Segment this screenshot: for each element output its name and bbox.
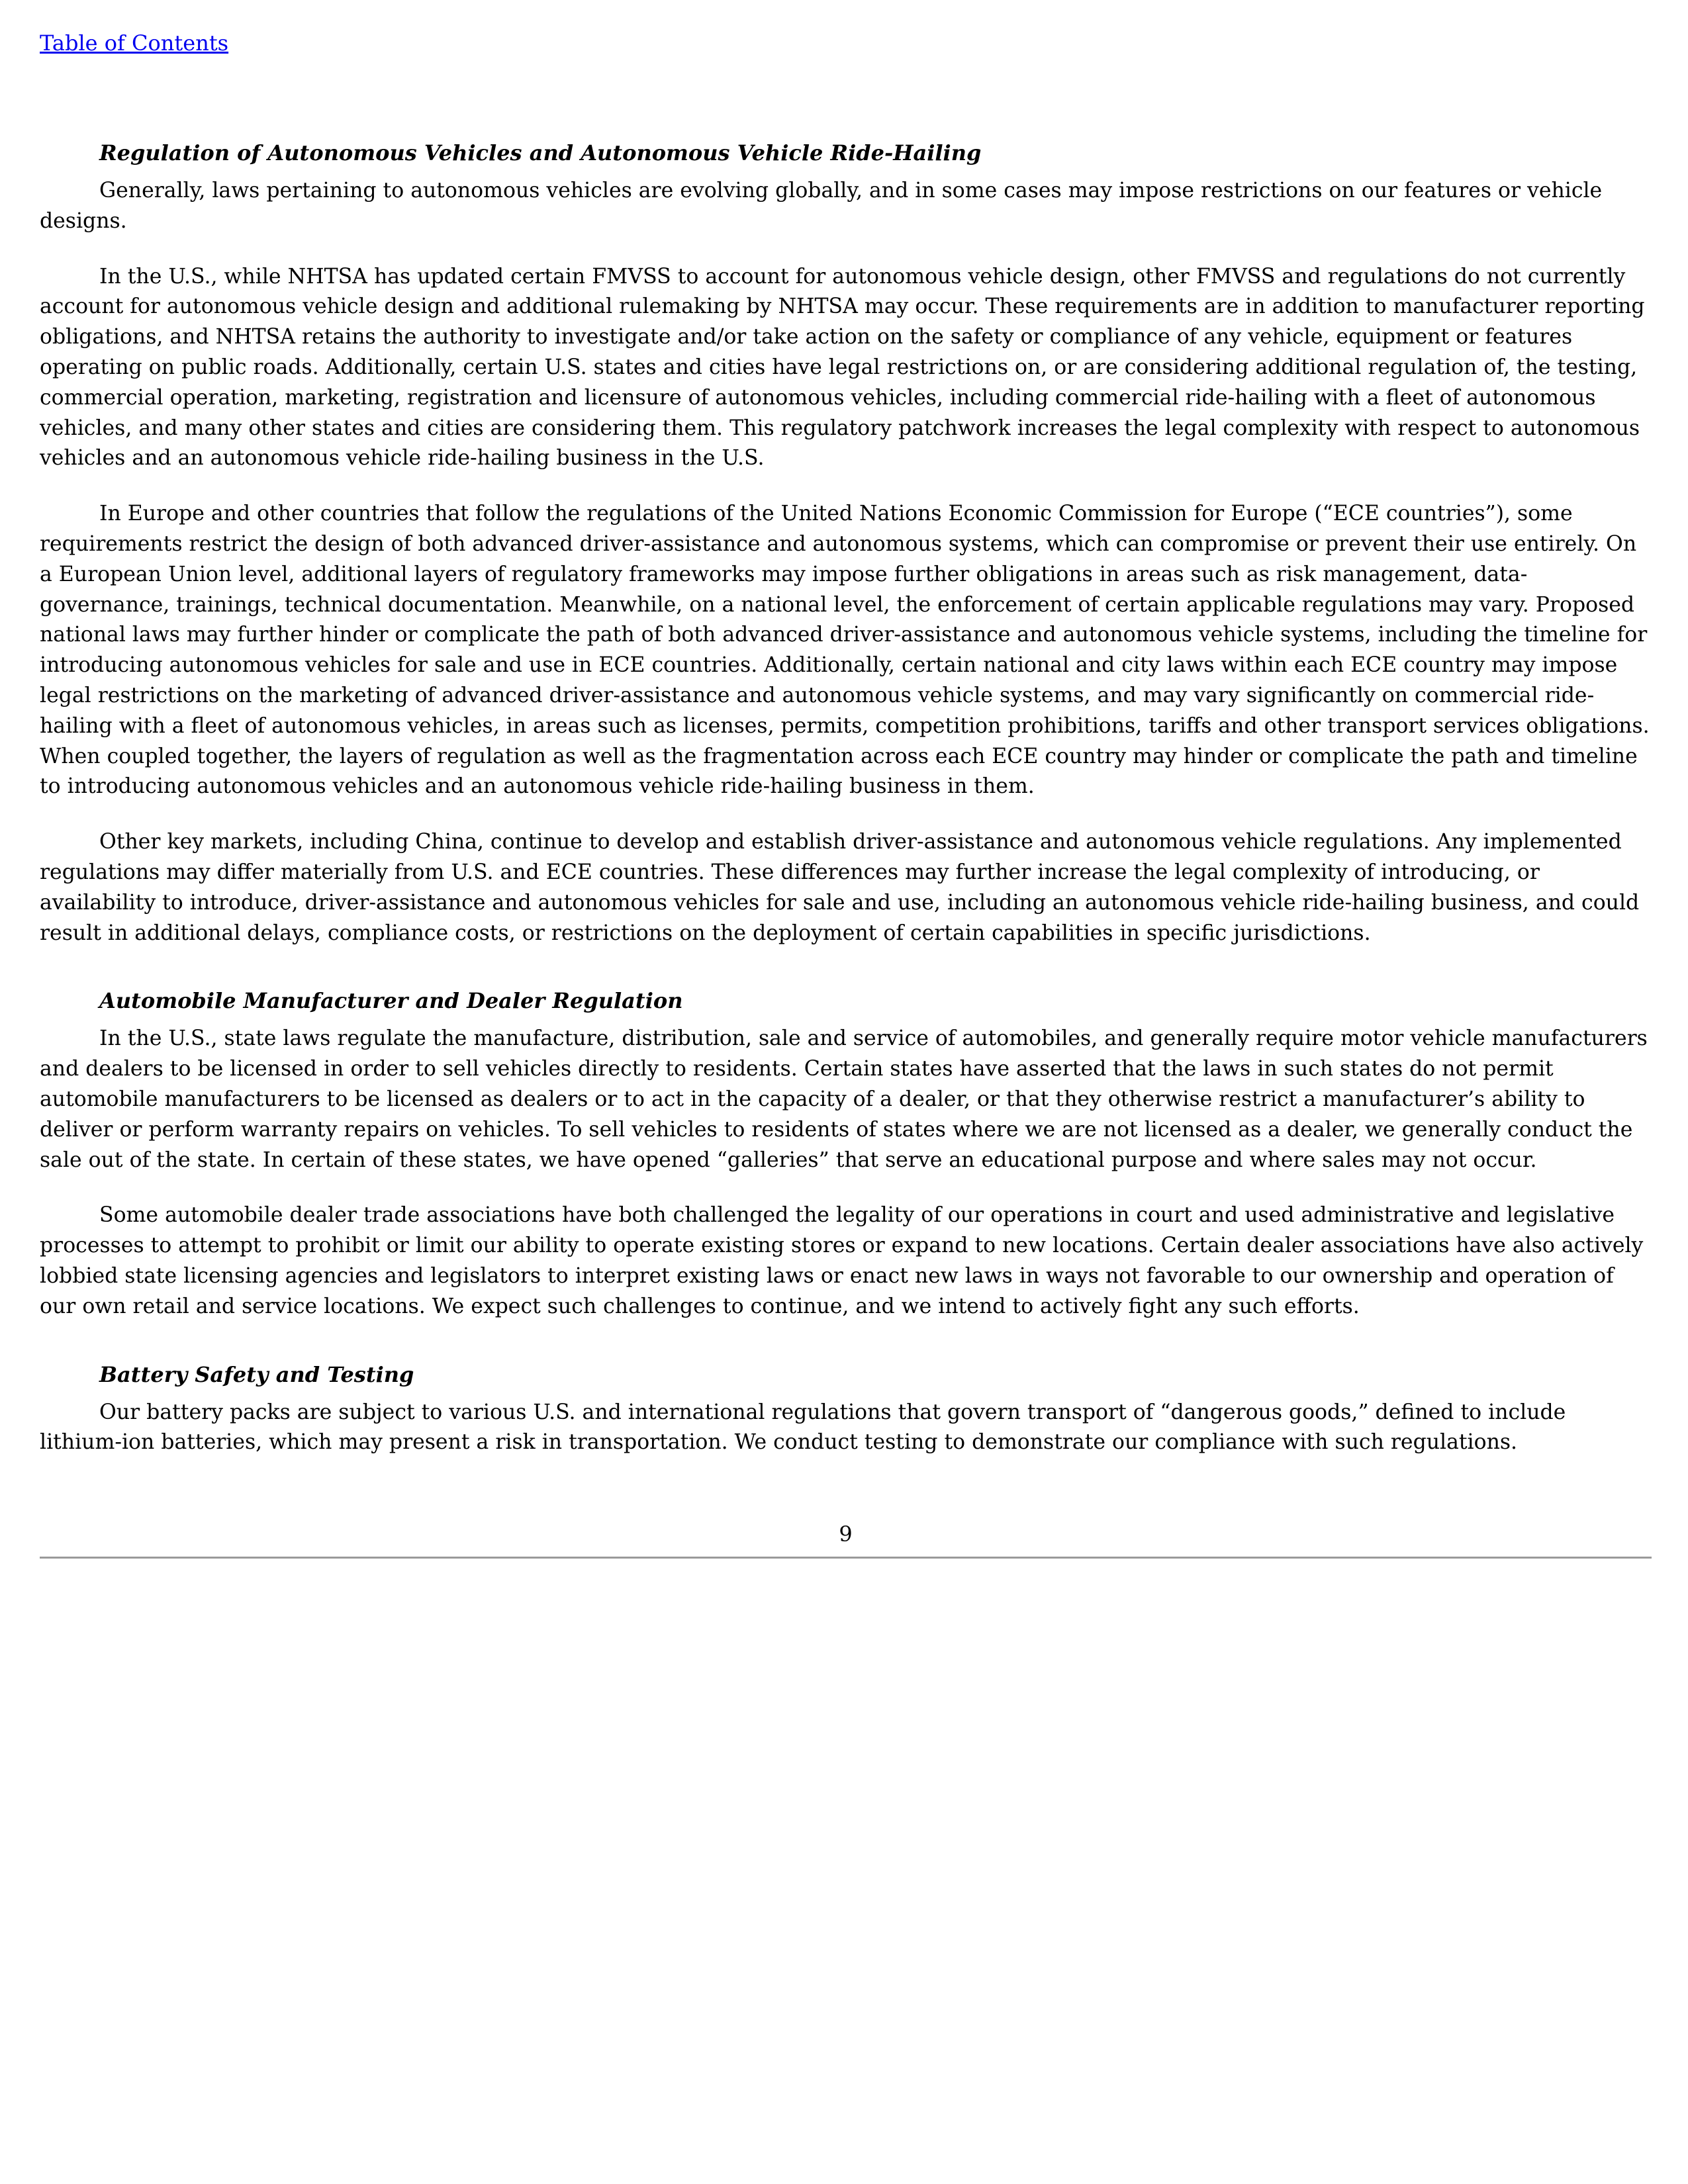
section-battery-safety (40, 1359, 1652, 1459)
section-heading: Regulation of Autonomous Vehicles and Autonomous Vehicle Ride-Hailing (99, 140, 982, 165)
page-number: 9 (839, 1522, 853, 1547)
paragraph: Our battery packs are subject to various U.S. and international regulations that govern transport of “dangerous goods,” defined to include lithium-ion batteries, which may present a risk in transportation. We conduct testing to demonstrate our compliance with such regulations. (40, 1400, 1566, 1455)
section-heading: Automobile Manufacturer and Dealer Regulation (99, 988, 683, 1014)
paragraph: In the U.S., while NHTSA has updated certain FMVSS to account for autonomous vehicle design, other FMVSS and regulations do not currently account for autonomous vehicle design and additional rulemaking by NHTSA may occur. These requirements are in addition to manufacturer reporting obligations, and NHTSA retains the authority to investigate and/or take action on the safety or compliance of any vehicle, equipment or features operating on public roads. Additionally, certain U.S. states and cities have legal restrictions on, or are considering additional regulation of, the testing, commercial operation, marketing, registration and licensure of autonomous vehicles, including commercial ride-hailing with a fleet of autonomous vehicles, and many other states and cities are considering them. This regulatory patchwork increases the legal complexity with respect to autonomous vehicles and an autonomous vehicle ride-hailing business in the U.S. (40, 264, 1645, 471)
paragraph: Some automobile dealer trade associations have both challenged the legality of our operations in court and used administrative and legislative processes to attempt to prohibit or limit our ability to operate existing stores or expand to new locations. Certain dealer associations have also actively lobbied state licensing agencies and legislators to interpret existing laws or enact new laws in ways not favorable to our ownership and operation of our own retail and service locations. We expect such challenges to continue, and we intend to actively fight any such efforts. (40, 1203, 1644, 1318)
paragraph: Generally, laws pertaining to autonomous vehicles are evolving globally, and in some cases may impose restrictions on our features or vehicle designs. (40, 179, 1603, 233)
section-autonomous-vehicle-regulation (40, 138, 1652, 948)
document-body (40, 138, 1652, 1483)
section-dealer-regulation (40, 985, 1652, 1322)
page-footer (40, 1521, 1652, 1559)
page-divider (40, 1557, 1652, 1559)
table-of-contents-link[interactable]: Table of Contents (40, 30, 229, 56)
paragraph: In Europe and other countries that follow the regulations of the United Nations Economic Commission for Europe (“ECE countries”), some requirements restrict the design of both advanced driver-assistance and autonomous systems, which can compromise or prevent their use entirely. On a European Union level, additional layers of regulatory frameworks may impose further obligations in areas such as risk management, data-governance, trainings, technical documentation. Meanwhile, on a national level, the enforcement of certain applicable regulations may vary. Proposed national laws may further hinder or complicate the path of both advanced driver-assistance and autonomous vehicle systems, including the timeline for introducing autonomous vehicles for sale and use in ECE countries. Additionally, certain national and city laws within each ECE country may impose legal restrictions on the marketing of advanced driver-assistance and autonomous vehicle systems, and may vary significantly on commercial ride-hailing with a fleet of autonomous vehicles, in areas such as licenses, permits, competition prohibitions, tariffs and other transport services obligations. When coupled together, the layers of regulation as well as the fragmentation across each ECE country may hinder or complicate the path and timeline to introducing autonomous vehicles and an autonomous vehicle ride-hailing business in them. (40, 502, 1650, 799)
paragraph: Other key markets, including China, continue to develop and establish driver-assistance and autonomous vehicle regulations. Any implemented regulations may differ materially from U.S. and ECE countries. These differences may further increase the legal complexity of introducing, or availability to introduce, driver-assistance and autonomous vehicles for sale and use, including an autonomous vehicle ride-hailing business, and could result in additional delays, compliance costs, or restrictions on the deployment of certain capabilities in specific jurisdictions. (40, 830, 1640, 945)
section-heading: Battery Safety and Testing (99, 1361, 414, 1387)
paragraph: In the U.S., state laws regulate the manufacture, distribution, sale and service of automobiles, and generally require motor vehicle manufacturers and dealers to be licensed in order to sell vehicles directly to residents. Certain states have asserted that the laws in such states do not permit automobile manufacturers to be licensed as dealers or to act in the capacity of a dealer, or that they otherwise restrict a manufacturer’s ability to deliver or perform warranty repairs on vehicles. To sell vehicles to residents of states where we are not licensed as a dealer, we generally conduct the sale out of the state. In certain of these states, we have opened “galleries” that serve an educational purpose and where sales may not occur. (40, 1026, 1648, 1172)
